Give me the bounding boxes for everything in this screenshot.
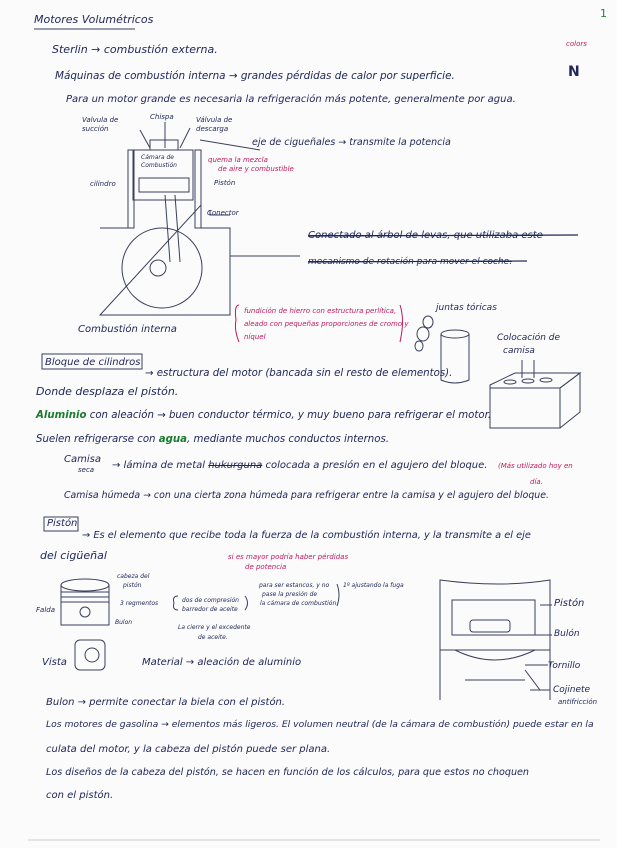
piston-ciguenal: del cigüeñal [40,549,107,562]
page-title: Motores Volumétricos [34,13,154,26]
ajustando-note: 1º ajustando la fuga [343,582,404,589]
right-label-cojinete-2: antifricción [558,698,598,706]
piston-red-note-1: si es mayor podría haber pérdidas [228,553,349,561]
line-sterling: Sterlin → combustión externa. [52,43,218,56]
regmentos-note-2: pase la presión de [262,591,318,598]
red-note-line-2: aleado con pequeñas proporciones de cromo y [244,320,409,328]
valvula-escape-label-1: Válvula de [196,116,233,124]
engine-sketch [100,122,300,315]
camara-label-1: Cámara de [141,154,174,161]
bloque-aluminio [36,410,491,422]
page-number: 1 [600,7,607,20]
piston-label: Pistón [214,179,236,187]
piston-definition: → Es el elemento que recibe toda la fuerza de la combustión interna, y la transmite a el eje [82,530,531,541]
regmentos-desc-2: barredor de aceite [182,606,238,613]
camara-label-2: Combustión [141,162,177,169]
cierre-note-2: de aceite. [198,634,228,641]
bulon-label-left: Bulon [115,619,133,626]
piston-red-note-2: de potencia [245,563,287,571]
bottom-line-4: Los diseños de la cabeza del pistón, se hacen en función de los cálculos, para que estos no choquen [46,767,530,778]
bottom-line-2: Los motores de gasolina → elementos más ligeros. El volumen neutral (de la cámara de combustión) puede estar en la [46,719,594,730]
material-line: Material → aleación de aluminio [142,657,302,668]
engine-caption: Combustión interna [78,324,177,335]
colocacion-label-1: Colocación de [497,333,561,343]
right-label-piston: Pistón [554,598,585,609]
bloque-definition: → estructura del motor (bancada sin el resto de elementos). [145,368,453,379]
cabeza-label-1: cabeza del [117,573,150,580]
vista-label: Vista [42,657,67,668]
camisa-seca-rest: → lámina de metal [112,460,206,471]
valvula-escape-label-2: descarga [196,125,229,133]
bottom-line-5: con el pistón. [46,790,114,801]
right-label-bulon: Bulón [554,629,580,639]
aluminio-word: Aluminio [36,410,87,421]
cierre-note-1: La cierre y el excedente [178,624,251,631]
juntas-toricas-label: juntas tóricas [436,303,497,313]
camisa-seca-word-2: seca [78,466,95,474]
right-label-cojinete-1: Cojinete [553,685,591,695]
corner-colors-mark: colors [566,40,587,48]
regmentos-desc-1: dos de compresión [182,597,239,604]
colocacion-label-2: camisa [503,346,535,356]
valvula-admision-label-1: Valvula de [82,116,119,124]
camisa-humeda-line: Camisa húmeda → con una cierta zona húmeda para refrigerar entre la camisa y el agujero del bloque. [64,490,549,501]
cabeza-label-2: pistón [123,582,142,589]
quema-label-1: quema la mezcla [208,156,268,164]
regmentos-note-3: la cámara de combustión [260,600,337,607]
red-note-line-3: níquel [244,333,266,341]
agua-word: agua [158,434,188,445]
mas-utilizado-line-1: (Más utilizado hoy en [498,462,573,470]
bottom-line-1: Bulon → permite conectar la biela con el pistón. [46,697,286,708]
conector-label: Conector [207,209,239,217]
bloque-desplaza: Donde desplaza el pistón. [36,385,179,398]
mas-utilizado-line-2: día. [530,478,543,486]
valvula-admision-label-2: succión [82,125,109,133]
struck-note-2: mecanismo de rotación para mover el coche. [308,257,513,267]
line-maquinas: Máquinas de combustión interna → grandes pérdidas de calor por superficie. [55,70,455,82]
cilindro-label: cilindro [90,180,116,188]
quema-label-2: de aire y combustible [218,165,294,173]
eje-ciguenal-label: eje de cigueñales → transmite la potencia [252,137,451,148]
camisa-seca-strike: hukurguna [208,460,263,471]
bloque-label: Bloque de cilindros [45,357,141,368]
piston-sketch-left [61,579,109,670]
block-sketch [490,360,580,428]
red-note-line-1: fundición de hierro con estructura perlítica, [244,307,397,315]
suelen-text: Suelen refrigerarse con [36,434,159,445]
aluminio-rest: con aleación → buen conductor térmico, y muy bueno para refrigerar el motor. [86,410,492,421]
bloque-suelen [36,434,389,446]
right-label-tornillo: Tornillo [548,661,581,671]
camisa-seca-end: colocada a presión en el agujero del bloque. [262,460,488,471]
suelen-rest: , mediante muchos conductos internos. [187,434,389,445]
corner-n-mark: N [568,64,580,80]
piston-sketch-right [440,580,552,700]
camisa-seca-word-1: Camisa [64,454,101,465]
line-refrigeracion: Para un motor grande es necesaria la refrigeración más potente, generalmente por agua. [66,94,516,105]
chispa-label: Chispa [150,113,174,121]
piston-section-label: Pistón [47,518,78,529]
bottom-line-3: culata del motor, y la cabeza del pistón puede ser plana. [46,744,331,755]
camisa-seca-line [112,460,487,472]
regmentos-note-1: para ser estancos, y no [259,582,330,589]
falda-label: Falda [36,606,55,614]
regmentos-label: 3 regmentos [120,600,159,607]
struck-note-1: Conectado al árbol de levas, que utilizaba este [308,230,543,241]
